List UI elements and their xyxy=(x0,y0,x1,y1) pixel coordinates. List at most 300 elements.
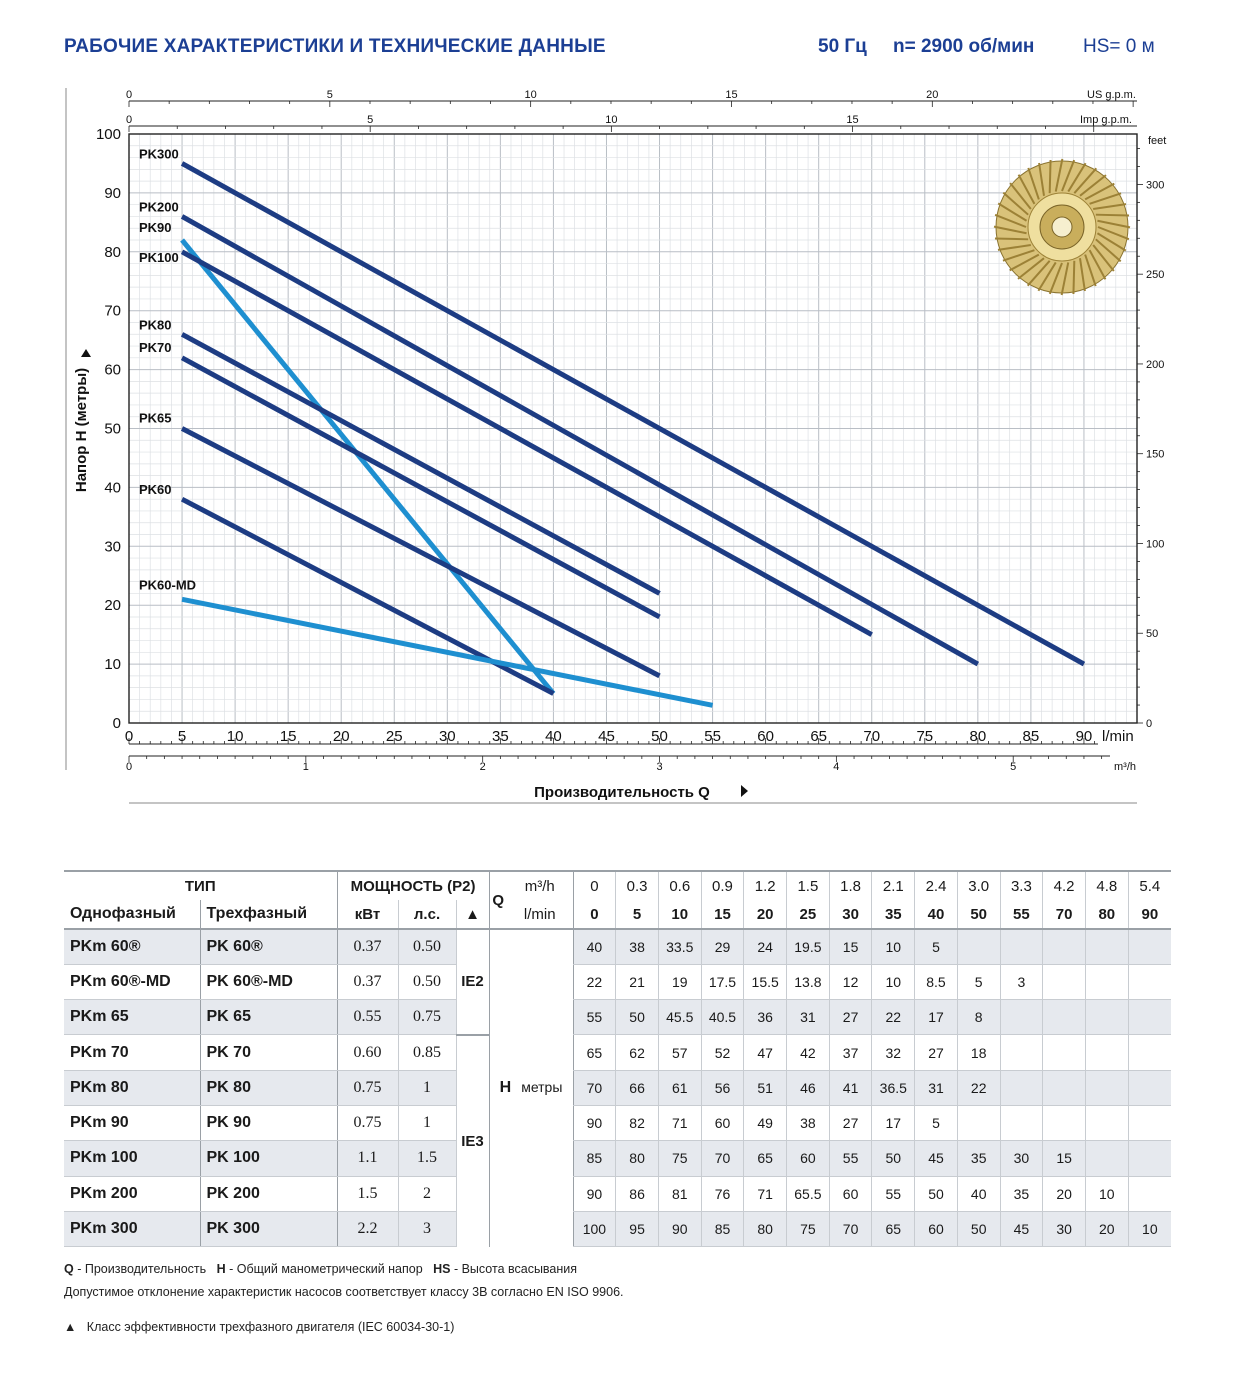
table-row xyxy=(64,1141,1171,1176)
head-value: 45.5 xyxy=(658,1000,701,1035)
head-value: 65 xyxy=(872,1211,915,1246)
head-value: 80 xyxy=(744,1211,787,1246)
head-value: 27 xyxy=(829,1105,872,1140)
q-key: Q xyxy=(64,1262,74,1276)
q-lmin-cell: 0 xyxy=(573,900,616,929)
y-tick-label: 10 xyxy=(104,656,121,674)
y-tick-label: 40 xyxy=(104,479,121,497)
x-axis-label: Производительность Q xyxy=(534,784,710,801)
triangle-icon: ▲ xyxy=(64,1320,77,1334)
head-value: 10 xyxy=(872,964,915,999)
q-m3h-cell: 0 xyxy=(573,871,616,900)
power-hp: 0.85 xyxy=(398,1035,456,1070)
head-unit: метры xyxy=(521,1079,563,1096)
head-value: 5 xyxy=(915,929,958,964)
x-tick-label: 25 xyxy=(385,728,403,745)
head-value: 17 xyxy=(915,1000,958,1035)
efficiency-ie2: IE2 xyxy=(456,929,489,1035)
three-phase-model: PK 60® xyxy=(200,929,337,964)
q-lmin-cell: 5 xyxy=(616,900,659,929)
head-value: 12 xyxy=(829,964,872,999)
head-value: 80 xyxy=(616,1141,659,1176)
head-value: 75 xyxy=(787,1211,830,1246)
head-value: 45 xyxy=(1000,1211,1043,1246)
head-value: 19.5 xyxy=(787,929,830,964)
power-kw: 0.75 xyxy=(337,1070,398,1105)
table-row xyxy=(64,1000,1171,1035)
q-lmin-cell: 30 xyxy=(829,900,872,929)
head-value xyxy=(1043,1000,1086,1035)
three-phase-model: PK 200 xyxy=(200,1176,337,1211)
head-value: 13.8 xyxy=(787,964,830,999)
frequency-label: 50 Гц xyxy=(818,36,867,57)
us-tick-label: 10 xyxy=(524,89,537,101)
h-key: H xyxy=(216,1262,226,1276)
q-m3h-cell: 0.3 xyxy=(616,871,659,900)
head-value: 55 xyxy=(573,1000,616,1035)
x-tick-label: 70 xyxy=(863,728,881,745)
x-tick-label: 60 xyxy=(757,728,774,745)
impeller-blade xyxy=(1073,261,1074,294)
head-value xyxy=(1128,929,1171,964)
power-hp: 1 xyxy=(398,1070,456,1105)
curve-label: PK200 xyxy=(139,199,179,215)
power-kw: 2.2 xyxy=(337,1211,398,1246)
head-value xyxy=(957,929,1000,964)
y-axis-label: Напор H (метры) xyxy=(73,367,90,493)
table-row xyxy=(64,1211,1171,1246)
q-m3h-cell: 5.4 xyxy=(1128,871,1171,900)
chart-axes xyxy=(66,88,1166,803)
head-value: 65.5 xyxy=(787,1176,830,1211)
power-hp: 0.75 xyxy=(398,1000,456,1035)
q-m3h-cell: 2.4 xyxy=(915,871,958,900)
head-value: 22 xyxy=(573,964,616,999)
y-tick-label: 60 xyxy=(104,361,121,379)
head-value xyxy=(1085,929,1128,964)
x-tick-label: 65 xyxy=(810,728,828,745)
head-value: 15 xyxy=(829,929,872,964)
head-value: 81 xyxy=(658,1176,701,1211)
three-phase-model: PK 65 xyxy=(200,1000,337,1035)
x-tick-label: 90 xyxy=(1075,728,1093,745)
three-phase-model: PK 300 xyxy=(200,1211,337,1246)
head-value: 29 xyxy=(701,929,744,964)
head-value xyxy=(1043,1070,1086,1105)
feet-tick-label: 300 xyxy=(1146,179,1165,192)
three-phase-model: PK 100 xyxy=(200,1141,337,1176)
head-value: 10 xyxy=(1085,1176,1128,1211)
head-value: 10 xyxy=(1128,1211,1171,1246)
single-phase-model: PKm 60®-MD xyxy=(64,964,200,999)
head-value: 15.5 xyxy=(744,964,787,999)
feet-tick-label: 100 xyxy=(1146,538,1165,551)
head-value xyxy=(1043,964,1086,999)
head-value: 20 xyxy=(1085,1211,1128,1246)
head-value: 55 xyxy=(829,1141,872,1176)
x-tick-label: 0 xyxy=(124,728,134,745)
x-tick-label: 75 xyxy=(916,728,934,745)
head-value xyxy=(1000,1000,1043,1035)
head-value: 21 xyxy=(616,964,659,999)
head-value xyxy=(1085,1141,1128,1176)
head-value: 27 xyxy=(915,1035,958,1070)
m3h-tick-label: 4 xyxy=(833,761,840,773)
power-kw: 1.5 xyxy=(337,1176,398,1211)
q-m3h-cell: 0.6 xyxy=(658,871,701,900)
x-tick-label: 10 xyxy=(226,728,244,745)
imp-tick-label: 0 xyxy=(125,114,133,126)
table-row xyxy=(64,1176,1171,1211)
feet-tick-label: 200 xyxy=(1146,358,1165,371)
head-value: 70 xyxy=(701,1141,744,1176)
q-lmin-cell: 40 xyxy=(915,900,958,929)
head-value: 51 xyxy=(744,1070,787,1105)
single-phase-model: PKm 65 xyxy=(64,1000,200,1035)
q-m3h-cell: 3.0 xyxy=(957,871,1000,900)
header-lmin: l/min xyxy=(523,905,556,923)
head-value: 71 xyxy=(658,1105,701,1140)
head-value: 70 xyxy=(573,1070,616,1105)
single-phase-model: PKm 80 xyxy=(64,1070,200,1105)
head-value xyxy=(1043,929,1086,964)
curve-label: PK100 xyxy=(139,249,179,265)
table-row xyxy=(64,964,1171,999)
head-value: 36 xyxy=(744,1000,787,1035)
head-value: 5 xyxy=(957,964,1000,999)
power-hp: 3 xyxy=(398,1211,456,1246)
q-lmin-cell: 80 xyxy=(1085,900,1128,929)
us-tick-label: 15 xyxy=(725,89,738,101)
m3h-tick-label: 0 xyxy=(125,761,133,773)
head-value xyxy=(1128,1000,1171,1035)
h-desc: - Общий манометрический напор xyxy=(225,1262,423,1276)
x-tick-label: 55 xyxy=(704,728,721,745)
power-kw: 0.60 xyxy=(337,1035,398,1070)
impeller-image xyxy=(994,159,1130,295)
q-m3h-cell: 4.2 xyxy=(1043,871,1086,900)
head-value: 45 xyxy=(915,1141,958,1176)
imp-tick-label: 10 xyxy=(605,114,618,126)
y-tick-label: 100 xyxy=(95,126,121,143)
x-tick-label: 45 xyxy=(598,728,615,745)
speed-label: n= 2900 об/мин xyxy=(893,36,1035,57)
chart-curves xyxy=(182,163,1084,705)
x-tick-label: 5 xyxy=(177,728,187,745)
head-value: 37 xyxy=(829,1035,872,1070)
head-value xyxy=(1128,1141,1171,1176)
head-value: 65 xyxy=(573,1035,616,1070)
head-value: 50 xyxy=(872,1141,915,1176)
impeller-blade xyxy=(1050,160,1051,193)
power-kw: 0.37 xyxy=(337,929,398,964)
q-lmin-cell: 35 xyxy=(872,900,915,929)
head-value: 47 xyxy=(744,1035,787,1070)
tolerance-note: Допустимое отклонение характеристик насосов соответствует классу 3B согласно EN ISO 9906. xyxy=(64,1285,624,1299)
impeller-blade xyxy=(995,238,1028,239)
head-value: 56 xyxy=(701,1070,744,1105)
header-hp: л.с. xyxy=(398,900,456,929)
power-hp: 2 xyxy=(398,1176,456,1211)
header-type: ТИП xyxy=(64,871,337,900)
hs-key: HS xyxy=(433,1262,451,1276)
head-value: 65 xyxy=(744,1141,787,1176)
head-label xyxy=(489,929,573,1247)
head-value xyxy=(1128,1176,1171,1211)
head-value: 42 xyxy=(787,1035,830,1070)
head-value xyxy=(1000,1105,1043,1140)
power-kw: 1.1 xyxy=(337,1141,398,1176)
y-tick-label: 70 xyxy=(104,302,121,320)
head-value xyxy=(1043,1035,1086,1070)
y-tick-label: 90 xyxy=(104,184,121,202)
q-lmin-cell: 55 xyxy=(1000,900,1043,929)
triangle-icon: ▲ xyxy=(456,900,489,929)
head-value: 19 xyxy=(658,964,701,999)
head-value: 36.5 xyxy=(872,1070,915,1105)
efficiency-ie3: IE3 xyxy=(456,1035,489,1247)
table-row xyxy=(64,929,1171,964)
x-tick-label: 15 xyxy=(279,728,297,745)
header-kw: кВт xyxy=(337,900,398,929)
head-value xyxy=(1128,1105,1171,1140)
q-m3h-cell: 1.8 xyxy=(829,871,872,900)
single-phase-model: PKm 90 xyxy=(64,1105,200,1140)
chart-grid xyxy=(129,134,1137,723)
q-m3h-cell: 3.3 xyxy=(1000,871,1043,900)
single-phase-model: PKm 70 xyxy=(64,1035,200,1070)
head-value: 50 xyxy=(616,1000,659,1035)
x-tick-label: 30 xyxy=(438,728,456,745)
head-value: 50 xyxy=(957,1211,1000,1246)
head-value: 60 xyxy=(915,1211,958,1246)
curve-pk100 xyxy=(182,252,872,635)
head-value: 24 xyxy=(744,929,787,964)
specs-table xyxy=(64,870,1171,1247)
m3h-tick-label: 3 xyxy=(656,761,663,773)
head-value: 100 xyxy=(573,1211,616,1246)
head-value: 40 xyxy=(573,929,616,964)
head-value xyxy=(1085,1070,1128,1105)
head-value: 76 xyxy=(701,1176,744,1211)
us-unit-label: US g.p.m. xyxy=(1087,89,1136,101)
head-value: 85 xyxy=(701,1211,744,1246)
power-hp: 0.50 xyxy=(398,964,456,999)
header-three-phase: Трехфазный xyxy=(200,900,337,929)
three-phase-model: PK 90 xyxy=(200,1105,337,1140)
head-value xyxy=(1043,1105,1086,1140)
head-value: 41 xyxy=(829,1070,872,1105)
x-tick-label: 35 xyxy=(492,728,509,745)
impeller-bore xyxy=(1052,217,1072,237)
y-axis-arrow-icon xyxy=(81,349,91,357)
head-value: 32 xyxy=(872,1035,915,1070)
head-value: 60 xyxy=(787,1141,830,1176)
x-tick-label: 50 xyxy=(651,728,668,745)
q-lmin-cell: 70 xyxy=(1043,900,1086,929)
m3h-tick-label: 2 xyxy=(479,761,486,773)
curve-label: PK60-MD xyxy=(139,577,197,593)
curve-label: PK60 xyxy=(139,482,172,498)
head-value: 30 xyxy=(1000,1141,1043,1176)
feet-unit-label: feet xyxy=(1148,135,1167,147)
q-m3h-cell: 2.1 xyxy=(872,871,915,900)
q-lmin-cell: 90 xyxy=(1128,900,1171,929)
head-value xyxy=(1085,1000,1128,1035)
x-tick-label: 40 xyxy=(545,728,562,745)
header-m3h: m³/h xyxy=(507,871,573,900)
impeller-blade xyxy=(1096,215,1129,216)
head-value xyxy=(1085,1035,1128,1070)
curve-label: PK300 xyxy=(139,146,179,162)
head-value: 70 xyxy=(829,1211,872,1246)
head-value xyxy=(957,1105,1000,1140)
head-value: 18 xyxy=(957,1035,1000,1070)
head-value: 17 xyxy=(872,1105,915,1140)
head-value: 38 xyxy=(616,929,659,964)
head-value: 30 xyxy=(1043,1211,1086,1246)
feet-tick-label: 250 xyxy=(1146,269,1165,282)
head-value: 86 xyxy=(616,1176,659,1211)
head-value: 90 xyxy=(573,1176,616,1211)
y-tick-label: 50 xyxy=(104,420,121,438)
efficiency-note xyxy=(64,1320,454,1334)
single-phase-model: PKm 60® xyxy=(64,929,200,964)
head-value: 33.5 xyxy=(658,929,701,964)
head-value: 60 xyxy=(829,1176,872,1211)
x-tick-label: 20 xyxy=(332,728,350,745)
curve-pk90 xyxy=(182,240,553,694)
head-value xyxy=(1085,1105,1128,1140)
head-value: 57 xyxy=(658,1035,701,1070)
q-lmin-cell: 20 xyxy=(744,900,787,929)
head-value: 35 xyxy=(957,1141,1000,1176)
single-phase-model: PKm 200 xyxy=(64,1176,200,1211)
head-value: 5 xyxy=(915,1105,958,1140)
head-value: 61 xyxy=(658,1070,701,1105)
table-row xyxy=(64,1105,1171,1140)
head-value: 90 xyxy=(573,1105,616,1140)
footer-legend xyxy=(64,1262,577,1276)
head-value: 50 xyxy=(915,1176,958,1211)
imp-tick-label: 5 xyxy=(367,114,374,126)
head-value xyxy=(1085,964,1128,999)
head-symbol: H xyxy=(499,1079,512,1097)
x-unit-label: l/min xyxy=(1102,728,1134,745)
head-value: 60 xyxy=(701,1105,744,1140)
head-value: 85 xyxy=(573,1141,616,1176)
head-value: 62 xyxy=(616,1035,659,1070)
header-q: Q xyxy=(489,871,507,929)
head-value: 66 xyxy=(616,1070,659,1105)
head-value: 31 xyxy=(915,1070,958,1105)
head-value: 40.5 xyxy=(701,1000,744,1035)
head-value: 31 xyxy=(787,1000,830,1035)
power-kw: 0.55 xyxy=(337,1000,398,1035)
head-value: 46 xyxy=(787,1070,830,1105)
head-value: 55 xyxy=(872,1176,915,1211)
y-tick-label: 20 xyxy=(104,597,121,615)
q-lmin-cell: 10 xyxy=(658,900,701,929)
imp-unit-label: Imp g.p.m. xyxy=(1080,114,1132,126)
head-value: 52 xyxy=(701,1035,744,1070)
head-value: 3 xyxy=(1000,964,1043,999)
head-value: 38 xyxy=(787,1105,830,1140)
head-value: 20 xyxy=(1043,1176,1086,1211)
power-hp: 0.50 xyxy=(398,929,456,964)
y-tick-label: 30 xyxy=(104,538,121,556)
single-phase-model: PKm 100 xyxy=(64,1141,200,1176)
head-value xyxy=(1128,1070,1171,1105)
imp-tick-label: 15 xyxy=(846,114,859,126)
q-m3h-cell: 4.8 xyxy=(1085,871,1128,900)
x-axis-arrow-icon xyxy=(741,785,748,797)
q-m3h-cell: 0.9 xyxy=(701,871,744,900)
y-tick-label: 80 xyxy=(104,243,121,261)
power-hp: 1.5 xyxy=(398,1141,456,1176)
head-value: 82 xyxy=(616,1105,659,1140)
curve-pk300 xyxy=(182,163,1084,664)
head-value: 22 xyxy=(957,1070,1000,1105)
y-tick-label: 0 xyxy=(112,715,121,732)
single-phase-model: PKm 300 xyxy=(64,1211,200,1246)
curve-label: PK65 xyxy=(139,410,172,426)
table-row xyxy=(64,1070,1171,1105)
head-value xyxy=(1000,929,1043,964)
m3h-tick-label: 5 xyxy=(1010,761,1017,773)
head-value: 95 xyxy=(616,1211,659,1246)
power-kw: 0.37 xyxy=(337,964,398,999)
power-hp: 1 xyxy=(398,1105,456,1140)
q-lmin-cell: 50 xyxy=(957,900,1000,929)
feet-tick-label: 150 xyxy=(1146,448,1165,461)
three-phase-model: PK 60®-MD xyxy=(200,964,337,999)
feet-tick-label: 50 xyxy=(1146,628,1159,641)
head-value: 49 xyxy=(744,1105,787,1140)
head-value xyxy=(1000,1070,1043,1105)
head-value: 15 xyxy=(1043,1141,1086,1176)
m3h-tick-label: 1 xyxy=(302,761,309,773)
feet-tick-label: 0 xyxy=(1146,718,1153,730)
head-value xyxy=(1000,1035,1043,1070)
us-tick-label: 0 xyxy=(125,89,133,101)
q-lmin-cell: 25 xyxy=(787,900,830,929)
head-value: 22 xyxy=(872,1000,915,1035)
head-value: 27 xyxy=(829,1000,872,1035)
head-value: 35 xyxy=(1000,1176,1043,1211)
q-m3h-cell: 1.5 xyxy=(787,871,830,900)
page-title: РАБОЧИЕ ХАРАКТЕРИСТИКИ И ТЕХНИЧЕСКИЕ ДАННЫЕ xyxy=(64,36,606,57)
q-lmin-cell: 15 xyxy=(701,900,744,929)
header-single-phase: Однофазный xyxy=(70,905,176,922)
head-value: 90 xyxy=(658,1211,701,1246)
curve-label: PK90 xyxy=(139,220,172,236)
us-tick-label: 5 xyxy=(326,89,333,101)
hs-desc: - Высота всасывания xyxy=(450,1262,578,1276)
head-value xyxy=(1128,964,1171,999)
head-value xyxy=(1128,1035,1171,1070)
head-value: 75 xyxy=(658,1141,701,1176)
efficiency-text: Класс эффективности трехфазного двигателя (IEC 60034-30-1) xyxy=(86,1320,455,1334)
curve-label: PK80 xyxy=(139,317,172,333)
power-kw: 0.75 xyxy=(337,1105,398,1140)
suction-height-label: HS= 0 м xyxy=(1083,36,1155,57)
x-tick-label: 80 xyxy=(969,728,987,745)
m3h-unit-label: m³/h xyxy=(1114,761,1136,773)
q-desc: - Производительность xyxy=(73,1262,207,1276)
table-row xyxy=(64,1035,1171,1070)
head-value: 17.5 xyxy=(701,964,744,999)
